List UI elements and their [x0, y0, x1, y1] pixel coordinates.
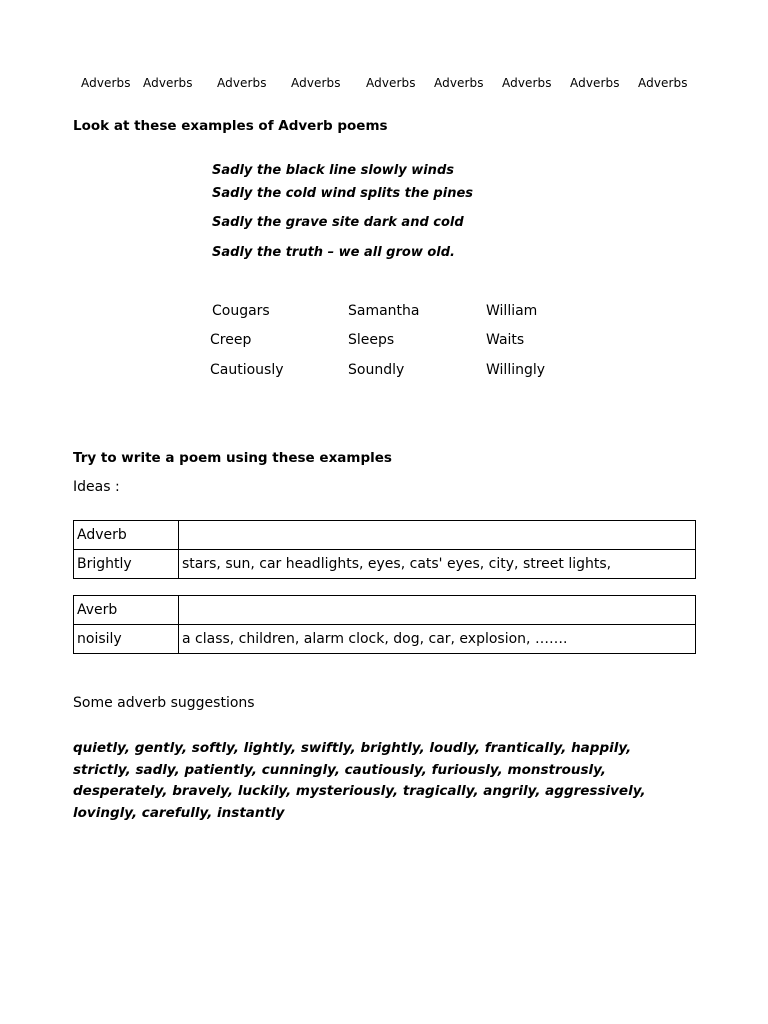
header-word: Adverbs [143, 76, 193, 90]
poem-line: Sadly the truth – we all grow old. [212, 245, 455, 260]
example-word: Willingly [486, 362, 546, 378]
table-header-cell: Averb [74, 596, 179, 625]
table-row [74, 596, 696, 625]
ideas-cell: stars, sun, car headlights, eyes, cats' eyes, city, street lights, [179, 550, 696, 579]
ideas-table [73, 595, 696, 654]
table-row [74, 521, 696, 550]
header-word: Adverbs [502, 76, 552, 90]
example-word: Soundly [348, 362, 405, 378]
header-word: Adverbs [366, 76, 416, 90]
table-row [74, 625, 696, 654]
example-word: Cougars [212, 303, 270, 319]
example-word: Sleeps [348, 332, 395, 348]
table-row [74, 550, 696, 579]
example-word: Waits [486, 332, 525, 348]
example-word: Cautiously [210, 362, 284, 378]
ideas-cell: a class, children, alarm clock, dog, car, explosion, ……. [179, 625, 696, 654]
header-word: Adverbs [217, 76, 267, 90]
intro-heading: Look at these examples of Adverb poems [73, 118, 388, 134]
header-word: Adverbs [81, 76, 131, 90]
ideas-label: Ideas : [73, 479, 120, 495]
poem-line: Sadly the cold wind splits the pines [212, 186, 474, 201]
poem-line: Sadly the grave site dark and cold [212, 215, 464, 230]
header-word: Adverbs [434, 76, 484, 90]
poem-line: Sadly the black line slowly winds [212, 163, 454, 178]
table-cell [179, 596, 696, 625]
suggestions-label: Some adverb suggestions [73, 695, 255, 711]
table-cell [179, 521, 696, 550]
header-word: Adverbs [638, 76, 688, 90]
example-word: Samantha [348, 303, 420, 319]
task-heading: Try to write a poem using these examples [73, 450, 392, 466]
ideas-table [73, 520, 696, 579]
adverb-cell: Brightly [74, 550, 179, 579]
table-header-cell: Adverb [74, 521, 179, 550]
header-word: Adverbs [570, 76, 620, 90]
header-word: Adverbs [291, 76, 341, 90]
example-word: Creep [210, 332, 252, 348]
adverb-suggestions: quietly, gently, softly, lightly, swiftly, brightly, loudly, frantically, happily, strictly, sadly, patiently, cunningly, cautiously, furiously, monstrously, desperately, bravely, luckily, mysteriously, tragically, angrily, aggressively, lovingly, carefully, instantly [73, 740, 646, 821]
example-word: William [486, 303, 538, 319]
adverb-cell: noisily [74, 625, 179, 654]
